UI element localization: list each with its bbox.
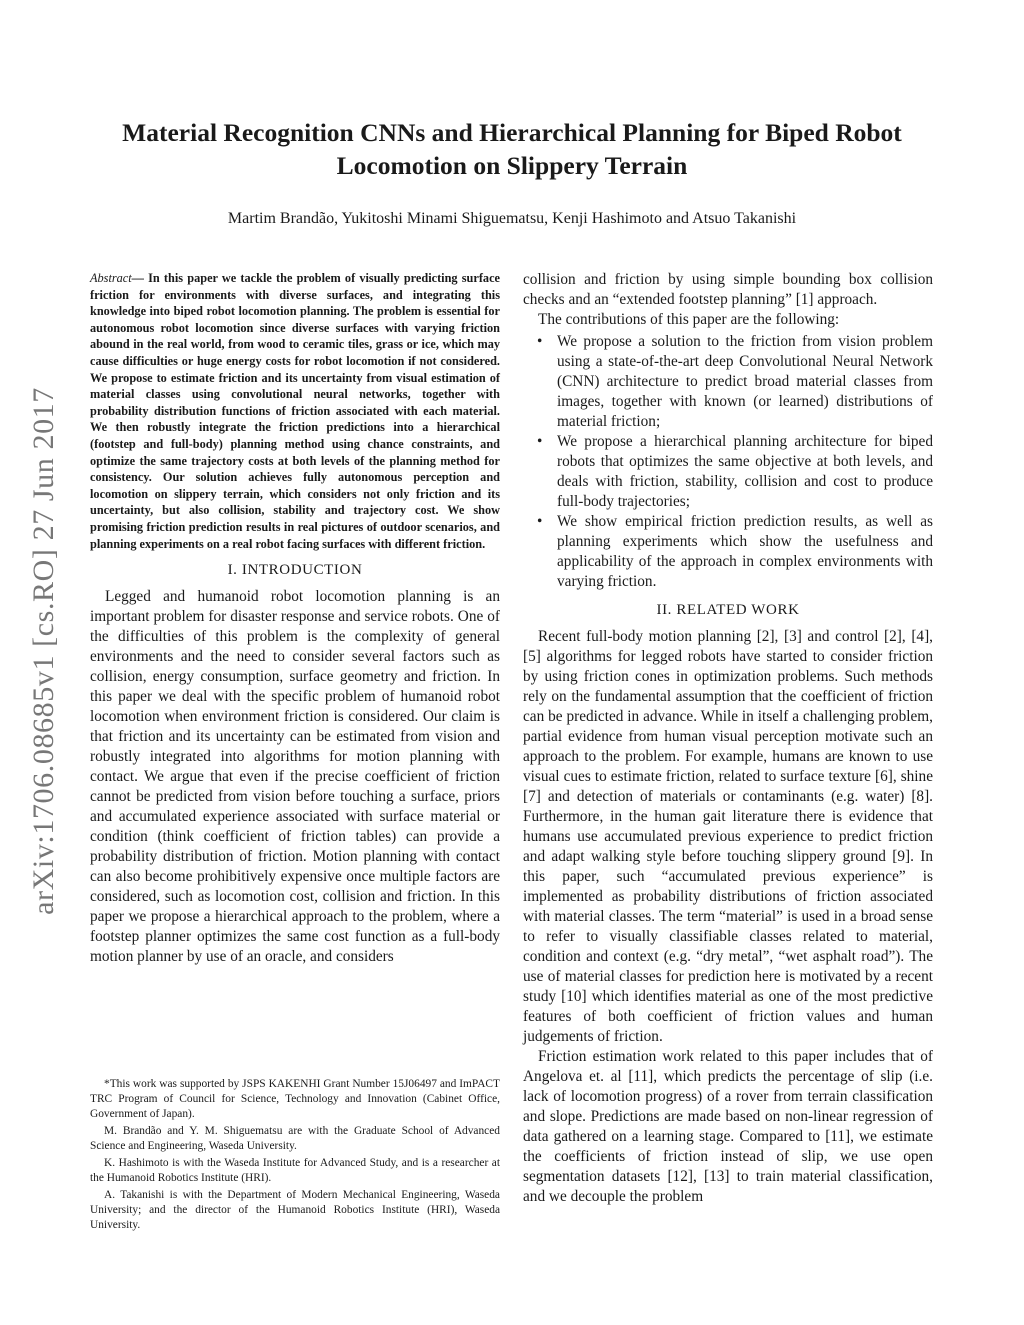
footnote-affiliation-2: K. Hashimoto is with the Waseda Institute for Advanced Study, and is a researcher at the Humanoid Robotics Institute (HRI). (90, 1157, 500, 1184)
related-paragraph-1: Recent full-body motion planning [2], [3] and control [2], [4], [5] algorithms for legged robots have started to consider friction by using friction cones in optimization problems. Such methods rely on the fundamental assumption that the coefficient of friction can be predicted in advance. While in itself a challenging problem, partial evidence from human visual perception motivate such an approach to the problem. For example, humans are known to use visual cues to estimate friction, related to surface texture [6], shine [7] and detection of materials or contaminants (e.g. water) [8]. Furthermore, in the human gait literature there is evidence that humans use accumulated previous experience to predict friction and adapt walking style before touching slippery ground [9]. In this paper, such “accumulated previous experience” is implemented as probability distributions of friction associated with material classes. The term “material” is used in a broad sense to refer to visually classifiable classes related to material, condition and context (e.g. “dry metal”, “wet asphalt road”). The use of material classes for prediction here is motivated by a recent study [10] which identifies material as one of the most predictive features of both coefficient of friction values and human judgements of friction. (523, 628, 933, 1045)
bullet-icon: • (537, 333, 543, 350)
bullet-icon: • (537, 513, 543, 530)
list-item (523, 512, 933, 592)
contribution-text: We show empirical friction prediction results, as well as planning experiments which show the usefulness and applicability of the approach in complex environments with varying friction. (557, 513, 933, 590)
contribution-list (523, 332, 933, 592)
abstract-label: Abstract (90, 271, 132, 285)
intro-paragraph-2: The contributions of this paper are the following: (538, 311, 840, 328)
footnote-affiliation-3: A. Takanishi is with the Department of Modern Mechanical Engineering, Waseda University; and the director of the Humanoid Robotics Institute (HRI), Waseda University. (90, 1189, 500, 1231)
list-item (523, 432, 933, 512)
footnote-funding: *This work was supported by JSPS KAKENHI Grant Number 15J06497 and ImPACT TRC Program of Council for Science, Technology and Innovation (Cabinet Office, Government of Japan). (90, 1078, 500, 1120)
author-list: Martim Brandão, Yukitoshi Minami Shiguematsu, Kenji Hashimoto and Atsuo Takanishi (227, 210, 797, 227)
abstract (90, 270, 500, 552)
abstract-text: — In this paper we tackle the problem of visually predicting surface friction for environments with diverse surfaces, and integrating this knowledge into biped robot locomotion planning. The problem is essential for autonomous robot locomotion since diverse surfaces with varying friction abound in the real world, from wood to ceramic tiles, grass or ice, which may cause difficulties or huge energy costs for robot locomotion if not considered. We propose to estimate friction and its uncertainty from visual estimation of material classes using convolutional neural networks, together with probability distribution functions of friction associated with each material. We then robustly integrate the friction predictions into a hierarchical (footstep and full-body) planning method using chance constraints, and optimize the same trajectory costs at both levels of the planning method for consistency. Our solution achieves fully autonomous perception and locomotion on slippery terrain, which considers not only friction and its uncertainty, but also collision, stability and trajectory cost. We show promising friction prediction results in real pictures of outdoor scenarios, and planning experiments on a real robot facing surfaces with different friction. (90, 271, 500, 551)
arxiv-identifier (24, 356, 64, 946)
contribution-text: We propose a solution to the friction from vision problem using a state-of-the-art deep Convolutional Neural Network (CNN) architecture to predict broad material classes from images, together with known (or learned) distributions of material friction; (557, 333, 933, 430)
section-heading-introduction: I. INTRODUCTION (227, 562, 363, 579)
left-column (90, 270, 500, 967)
intro-paragraph-1: Legged and humanoid robot locomotion planning is an important problem for disaster response and service robots. One of the difficulties of this problem is the complexity of general environments and the need to consider several factors such as collision, energy consumption, surface geometry and friction. In this paper we deal with the specific problem of humanoid robot locomotion when environment friction is considered. Our claim is that friction and its uncertainty can be estimated from vision and robustly integrated into algorithms for motion planning with contact. We argue that even if the precise coefficient of friction cannot be predicted from vision before touching a surface, priors and accumulated experience associated with surface material or condition (think coefficient of friction tables) can provide a probability distribution of friction. Motion planning with contact can also become prohibitively expensive once multiple factors are considered, such as locomotion cost, collision and friction. In this paper we propose a hierarchical approach to the problem, where a footstep planner optimizes the same cost function as a full-body motion planner by use of an oracle, and considers (90, 588, 500, 966)
related-paragraph-2: Friction estimation work related to this paper includes that of Angelova et. al [11], which predicts the percentage of slip (i.e. lack of locomotion progress) of a rover from terrain classification and slope. Predictions are made based on non-linear regression of data gathered on a learning stage. Compared to [11], we estimate the coefficients of friction instead of slip, we use open segmentation datasets [12], [13] to train material classification, and we decouple the problem (523, 1048, 933, 1205)
arxiv-identifier-text: arXiv:1706.08685v1 [cs.RO] 27 Jun 2017 (27, 387, 60, 915)
section-heading-related-work: II. RELATED WORK (656, 602, 800, 618)
contribution-text: We propose a hierarchical planning architecture for biped robots that optimizes the same objective at both levels, and deals with friction, stability, collision and cost to produce full-body trajectories; (557, 433, 933, 510)
intro-paragraph-1-continued: collision and friction by using simple bounding box collision checks and an “extended footstep planning” [1] approach. (523, 271, 933, 308)
list-item (523, 332, 933, 432)
footnote-affiliation-1: M. Brandão and Y. M. Shiguematsu are with the Graduate School of Advanced Science and Engineering, Waseda University. (90, 1125, 500, 1152)
right-column (523, 270, 933, 1207)
footnotes (90, 1077, 500, 1235)
paper-title: Material Recognition CNNs and Hierarchical Planning for Biped Robot Locomotion on Slippery Terrain (122, 118, 902, 180)
bullet-icon: • (537, 433, 543, 450)
